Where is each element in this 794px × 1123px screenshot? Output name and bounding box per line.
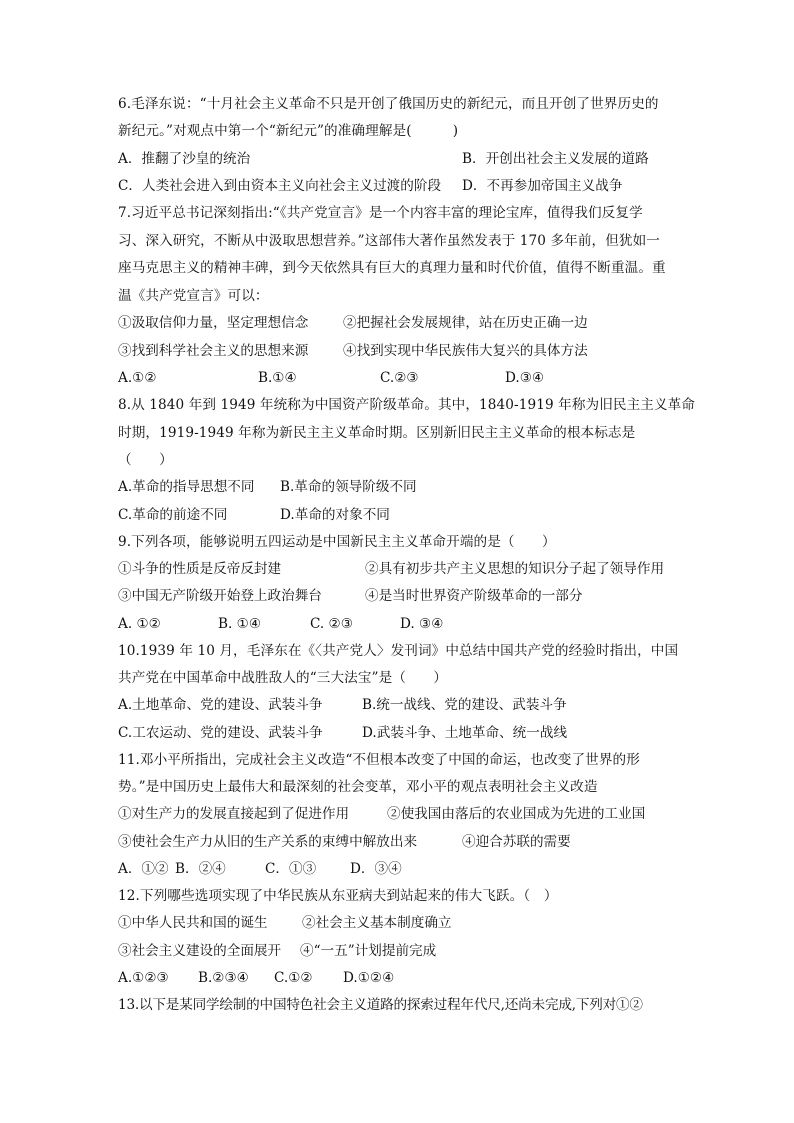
q11-item-2: ②使我国由落后的农业国成为先进的工业国 (387, 806, 646, 822)
q6-stem-line-1: 6.毛泽东说：“十月社会主义革命不只是开创了俄国历史的新纪元，而且开创了世界历史的 (118, 96, 659, 112)
q6-option-b: B．开创出社会主义发展的道路 (462, 151, 649, 167)
q9-item-2: ②具有初步共产主义思想的知识分子起了领导作用 (365, 561, 665, 577)
q8-option-b: B.革命的领导阶级不同 (280, 479, 417, 495)
q7-stem-line-2: 习、深入研究，不断从中汲取思想营养。”这部伟大著作虽然发表于 170 多年前，但犹如一 (118, 233, 661, 249)
q6-option-a: A．推翻了沙皇的统治 (118, 151, 251, 167)
q12-item-2: ②社会主义基本制度确立 (302, 915, 452, 931)
q9-option-a: A. ①② (118, 616, 161, 632)
q8-stem-line-2: 时期，1919-1949 年称为新民主主义革命时期。区别新旧民主主义革命的根本标志是 (118, 425, 636, 441)
q9-stem-line-1: 9.下列各项，能够说明五四运动是中国新民主主义革命开端的是（ ） (118, 534, 556, 550)
q11-item-4: ④迎合苏联的需要 (462, 834, 571, 850)
q7-stem-line-4: 温《共产党宣言》可以： (118, 288, 269, 304)
q6-stem-line-2: 新纪元。”对观点中第一个“新纪元”的准确理解是( ) (118, 123, 459, 139)
q8-option-c: C.革命的前途不同 (118, 507, 228, 523)
q10-option-d: D.武装斗争、土地革命、统一战线 (362, 725, 568, 741)
q13-stem-line-1: 13.以下是某同学绘制的中国特色社会主义道路的探索过程年代尺,还尚未完成,下列对①② (118, 997, 643, 1013)
q12-option-b: B.②③④ (198, 970, 249, 986)
q11-item-1: ①对生产力的发展直接起到了促进作用 (118, 806, 350, 822)
q7-option-a: A.①② (118, 370, 157, 386)
q7-stem-line-3: 座马克思主义的精神丰碑，到今天依然具有巨大的真理力量和时代价值，值得不断重温。重 (118, 260, 666, 276)
q7-item-4: ④找到实现中华民族伟大复兴的具体方法 (343, 343, 588, 359)
q8-stem-line-3: （ ） (118, 452, 173, 468)
q12-option-a: A.①②③ (118, 970, 169, 986)
q8-stem-line-1: 8.从 1840 年到 1949 年统称为中国资产阶级革命。其中，1840-1919 年称为旧民主主义革命 (118, 397, 696, 413)
q8-option-a: A.革命的指导思想不同 (118, 479, 255, 495)
q12-item-3: ③社会主义建设的全面展开 (118, 943, 282, 959)
q12-item-1: ①中华人民共和国的诞生 (118, 915, 268, 931)
q11-option-b: B．②④ (175, 861, 226, 877)
q6-option-d: D．不再参加帝国主义战争 (462, 178, 623, 194)
q12-option-d: D.①②④ (343, 970, 395, 986)
q9-item-4: ④是当时世界资产阶级革命的一部分 (365, 588, 583, 604)
q7-option-d: D.③④ (505, 370, 545, 386)
q9-item-1: ①斗争的性质是反帝反封建 (118, 561, 282, 577)
q12-option-c: C.①② (274, 970, 313, 986)
q11-option-d: D．③④ (350, 861, 402, 877)
q10-option-a: A.土地革命、党的建设、武装斗争 (118, 697, 323, 713)
q9-option-b: B. ①④ (218, 616, 262, 632)
q7-item-2: ②把握社会发展规律，站在历史正确一边 (343, 315, 588, 331)
q6-option-c: C．人类社会进入到由资本主义向社会主义过渡的阶段 (118, 178, 442, 194)
q10-stem-line-2: 共产党在中国革命中战胜敌人的“三大法宝”是（ ） (118, 670, 448, 686)
q11-stem-line-2: 势。”是中国历史上最伟大和最深刻的社会变革，邓小平的观点表明社会主义改造 (118, 779, 598, 795)
q11-stem-line-1: 11.邓小平所指出，完成社会主义改造“不但根本改变了中国的命运，也改变了世界的形 (118, 752, 640, 768)
q11-option-c: C．①③ (265, 861, 317, 877)
q7-option-b: B.①④ (258, 370, 297, 386)
q9-item-3: ③中国无产阶级开始登上政治舞台 (118, 588, 322, 604)
q10-option-c: C.工农运动、党的建设、武装斗争 (118, 725, 323, 741)
q8-option-d: D.革命的对象不同 (280, 507, 390, 523)
q11-item-3: ③使社会生产力从旧的生产关系的束缚中解放出来 (118, 834, 418, 850)
q10-option-b: B.统一战线、党的建设、武装斗争 (362, 697, 567, 713)
q9-option-c: C. ②③ (310, 616, 353, 632)
q12-item-4: ④“一五”计划提前完成 (300, 943, 437, 959)
q7-stem-line-1: 7.习近平总书记深刻指出:“《共产党宣言》是一个内容丰富的理论宝库，值得我们反复学 (118, 205, 643, 221)
q7-item-1: ①汲取信仰力量，坚定理想信念 (118, 315, 309, 331)
q10-stem-line-1: 10.1939 年 10 月，毛泽东在《〈共产党人〉发刊词》中总结中国共产党的经验时指出，中国 (118, 643, 679, 659)
q7-item-3: ③找到科学社会主义的思想来源 (118, 343, 309, 359)
q9-option-d: D. ③④ (400, 616, 444, 632)
q12-stem-line-1: 12.下列哪些选项实现了中华民族从东亚病夫到站起来的伟大飞跃。（ ） (118, 888, 558, 904)
q7-option-c: C.②③ (380, 370, 419, 386)
q11-option-a: A．①② (118, 861, 169, 877)
